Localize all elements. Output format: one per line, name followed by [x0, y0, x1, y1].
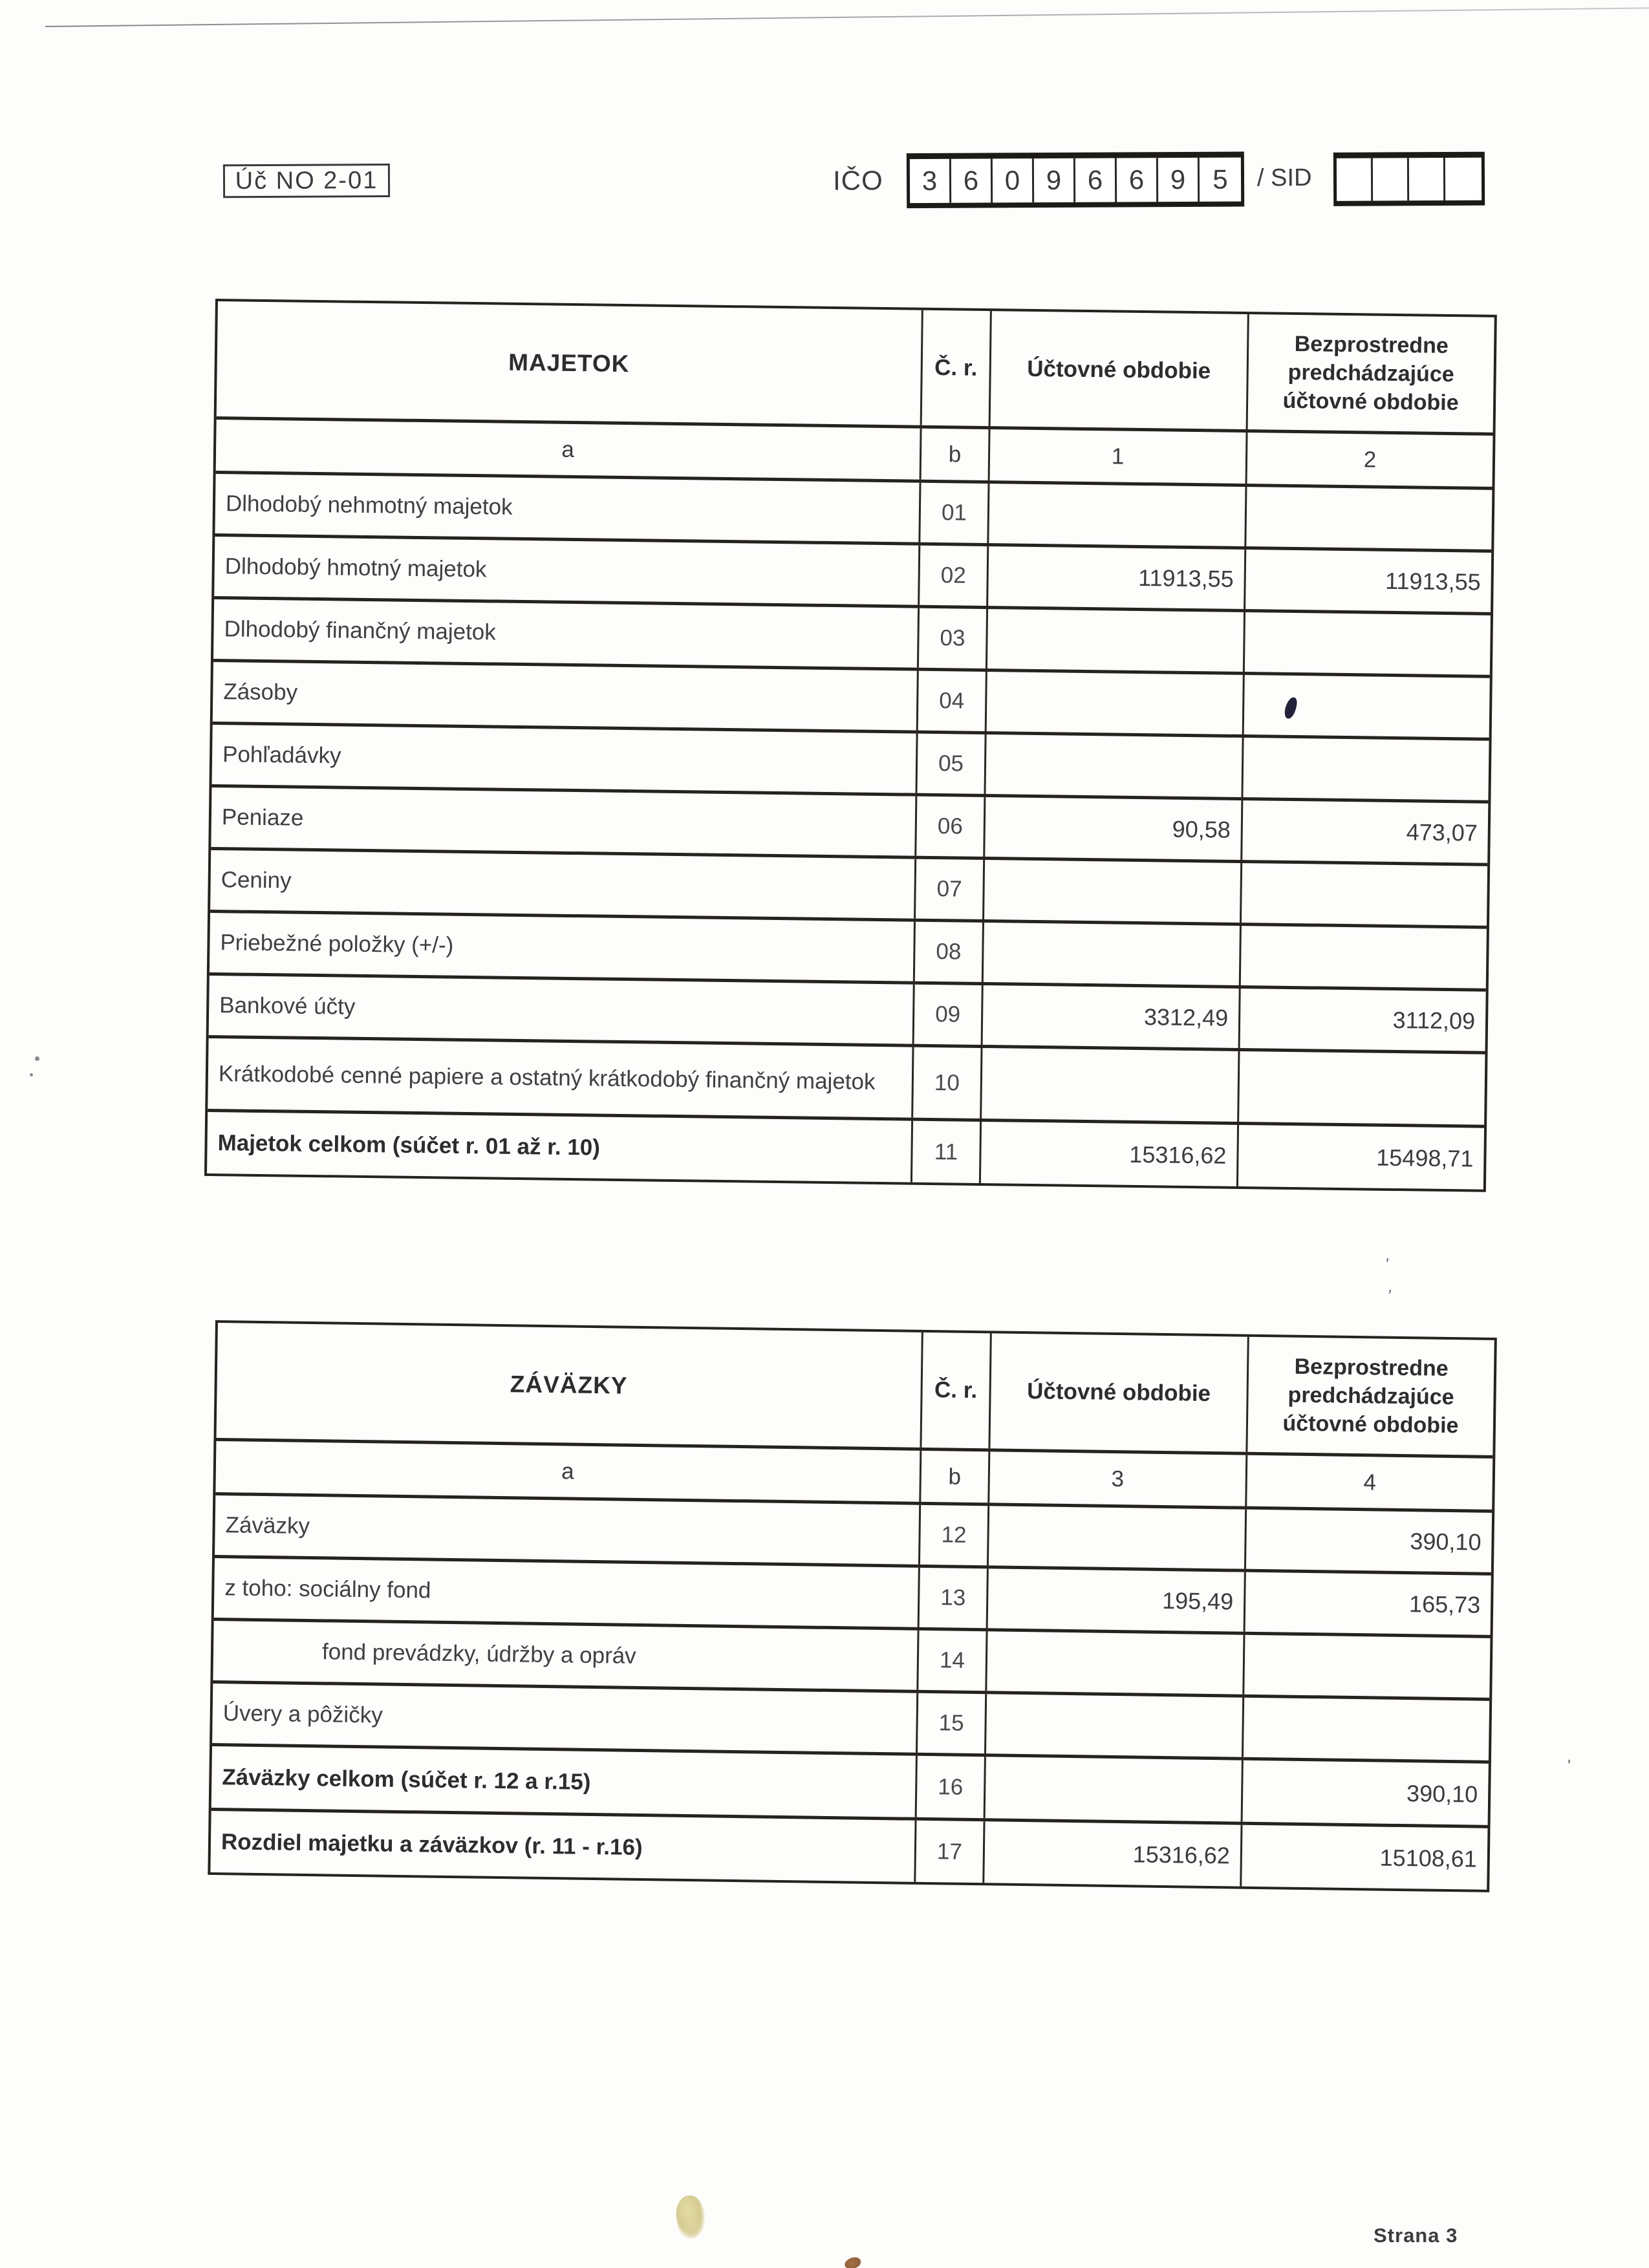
col-header-previous: Bezprostredne predchádzajúce účtovné obdobie: [1245, 1337, 1494, 1455]
row-label: Zásoby: [223, 679, 298, 705]
row-number: 03: [917, 608, 986, 669]
value-previous: 390,10: [1241, 1760, 1489, 1825]
sid-cell: [1337, 158, 1373, 201]
value-previous: 390,10: [1244, 1510, 1492, 1572]
row-label: Peniaze: [221, 804, 304, 831]
row-label: Dlhodobý hmotný majetok: [224, 553, 487, 583]
row-label: Pohľadávky: [222, 742, 341, 769]
sid-boxes: [1333, 152, 1485, 206]
value-current: 3312,49: [981, 985, 1239, 1048]
form-code: Úč NO 2-01: [235, 166, 378, 195]
col-header-period: Účtovné obdobie: [989, 311, 1247, 429]
value-current: 15316,62: [979, 1122, 1237, 1186]
row-label: Dlhodobý finančný majetok: [224, 616, 497, 645]
value-current: [980, 1048, 1238, 1122]
value-previous: [1239, 926, 1487, 989]
row-number: 05: [915, 734, 984, 794]
stain-artifact: [673, 2194, 709, 2241]
ico-digit-cell: 5: [1212, 164, 1228, 195]
subheader-3: 3: [987, 1451, 1245, 1506]
row-label: Rozdiel majetku a záväzkov (r. 11 - r.16): [221, 1829, 643, 1860]
sid-label: / SID: [1256, 164, 1312, 192]
row-number: 08: [913, 922, 982, 982]
col-header-cr: Č. r.: [920, 310, 990, 426]
row-label: fond prevádzky, údržby a opráv: [321, 1639, 636, 1669]
value-previous: [1242, 675, 1490, 738]
row-number: 09: [912, 985, 982, 1045]
value-previous: [1240, 863, 1487, 926]
row-number: 12: [918, 1505, 987, 1565]
row-label: Bankové účty: [219, 992, 356, 1020]
subheader-2: 2: [1245, 433, 1493, 487]
value-previous: [1242, 1635, 1490, 1698]
row-label: Úvery a pôžičky: [222, 1700, 383, 1728]
value-previous: 3112,09: [1238, 989, 1486, 1051]
subheader-4: 4: [1245, 1455, 1493, 1510]
row-label: Záväzky celkom (súčet r. 12 a r.15): [222, 1764, 591, 1795]
ico-digit-cell: 3: [910, 159, 951, 203]
row-number: 14: [916, 1631, 986, 1691]
subheader-a: a: [561, 1458, 574, 1484]
value-previous: [1244, 487, 1492, 550]
value-current: 11913,55: [986, 546, 1244, 609]
speck-artifact: [35, 1056, 39, 1061]
value-current: [984, 1757, 1242, 1821]
value-previous: 165,73: [1244, 1572, 1491, 1635]
ico-digit-cell: 9: [1158, 158, 1200, 202]
sid-cell: [1445, 158, 1482, 200]
row-label: Krátkodobé cenné papiere a ostatný krátkodobý finančný majetok: [218, 1061, 876, 1095]
row-number: 10: [911, 1047, 980, 1118]
table-title: ZÁVÄZKY: [510, 1371, 628, 1399]
stray-mark-artifact: ʹ: [1383, 1254, 1390, 1274]
ico-digit-boxes: [907, 152, 1244, 209]
sid-cell: [1409, 158, 1445, 200]
row-number: 01: [918, 483, 987, 543]
table-header-row: [217, 1323, 1494, 1455]
value-current: [985, 1631, 1243, 1694]
row-number: 15: [916, 1693, 985, 1753]
value-previous: 15108,61: [1240, 1825, 1487, 1890]
col-header-cr: Č. r.: [920, 1332, 989, 1448]
table-header-row: [217, 301, 1494, 433]
value-previous: 11913,55: [1244, 550, 1491, 612]
zavazky-table: [208, 1320, 1496, 1892]
value-current: 195,49: [986, 1568, 1244, 1631]
row-number: 02: [918, 546, 987, 606]
col-header-period: Účtovné obdobie: [988, 1333, 1247, 1451]
form-header: [0, 148, 1649, 227]
subheader-b: b: [920, 429, 989, 480]
value-previous: 473,07: [1240, 800, 1488, 863]
value-current: [982, 923, 1240, 985]
ico-digit-cell: 6: [1075, 158, 1117, 202]
value-current: [985, 672, 1243, 734]
stray-mark-artifact: ʹ: [1568, 1756, 1571, 1775]
row-number: 17: [914, 1821, 983, 1883]
value-previous: [1237, 1051, 1485, 1125]
subheader-b: b: [919, 1451, 988, 1503]
value-previous: [1241, 738, 1489, 800]
form-code-box: [223, 164, 390, 198]
ico-digit-cell: 0: [993, 158, 1034, 202]
value-previous: 15498,71: [1236, 1125, 1484, 1190]
row-number: 11: [911, 1121, 980, 1183]
row-label: Dlhodobý nehmotný majetok: [225, 491, 513, 520]
row-number: 04: [916, 671, 986, 731]
stray-mark-artifact: ,: [1386, 1276, 1396, 1296]
ico-digit-cell: 6: [951, 158, 993, 202]
ico-label: IČO: [832, 165, 883, 196]
subheader-1: 1: [988, 429, 1246, 484]
row-label: Priebežné položky (+/-): [220, 930, 454, 959]
row-label: Majetok celkom (súčet r. 01 až r. 10): [217, 1129, 601, 1161]
subheader-a: a: [561, 436, 575, 462]
value-previous: [1242, 1698, 1489, 1760]
speck-artifact: [30, 1073, 33, 1076]
row-number: 07: [914, 859, 983, 919]
value-current: [982, 860, 1240, 923]
value-current: [984, 734, 1242, 797]
row-label: Ceniny: [221, 867, 292, 893]
scan-hairline-artifact: [45, 7, 1649, 27]
value-current: [984, 1694, 1242, 1757]
row-label: Záväzky: [225, 1512, 310, 1539]
row-number: 13: [918, 1568, 987, 1628]
row-number: 16: [915, 1756, 984, 1818]
value-current: [987, 1506, 1245, 1568]
row-label: z toho: sociálny fond: [224, 1575, 431, 1603]
majetok-table: [204, 299, 1497, 1192]
value-current: 15316,62: [982, 1821, 1240, 1886]
dot-artifact: [843, 2255, 863, 2268]
sid-cell: [1373, 158, 1409, 200]
value-previous: [1243, 612, 1491, 675]
col-header-previous: Bezprostredne predchádzajúce účtovné obdobie: [1246, 314, 1494, 433]
value-current: [986, 609, 1244, 672]
value-current: [987, 484, 1245, 546]
table-title: MAJETOK: [508, 348, 630, 378]
value-current: 90,58: [983, 797, 1241, 860]
page-number: Strana 3: [1374, 2224, 1458, 2247]
row-number: 06: [914, 797, 984, 857]
ico-digit-cell: 6: [1117, 158, 1158, 202]
ico-digit-cell: 9: [1034, 158, 1075, 202]
